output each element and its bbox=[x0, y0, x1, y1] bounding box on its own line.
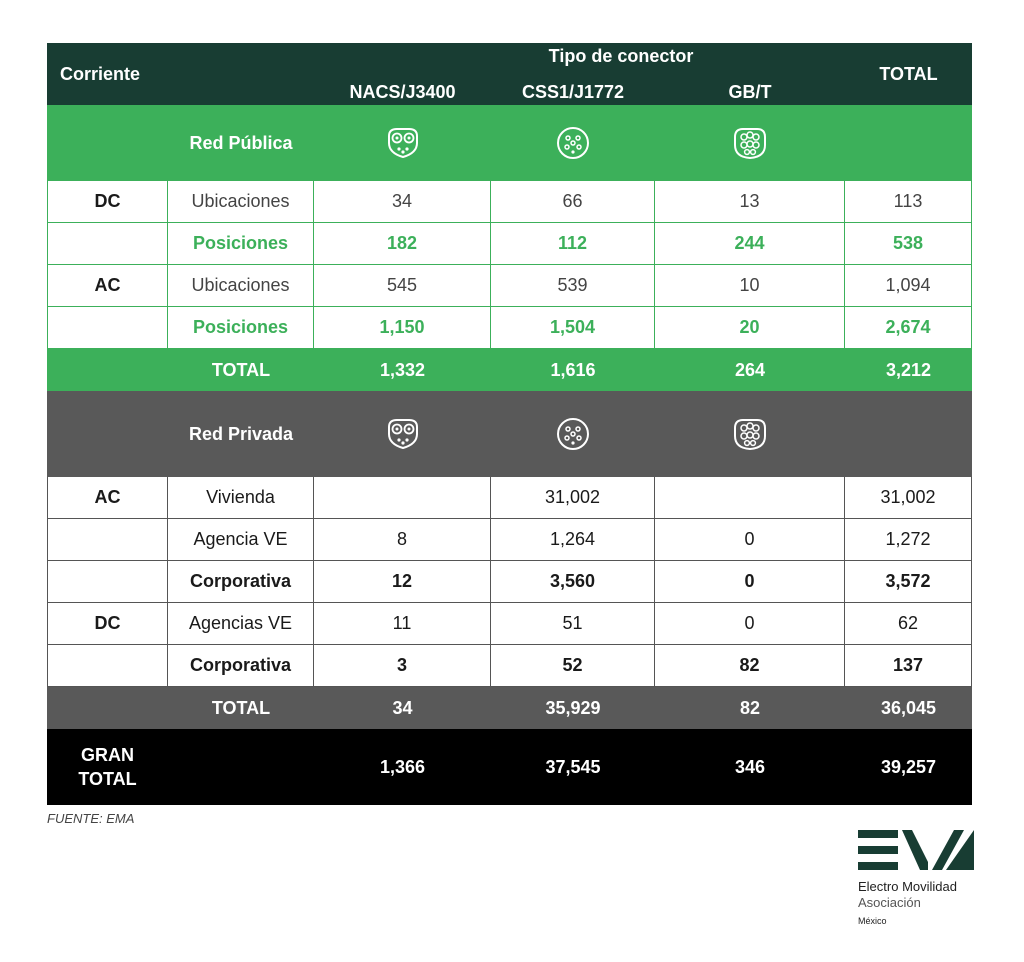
table-cell-concepto: Ubicaciones bbox=[168, 265, 314, 307]
ema-logo bbox=[858, 830, 978, 926]
gran-total-gbt: 346 bbox=[655, 729, 845, 805]
table-cell-gbt: 20 bbox=[655, 307, 845, 349]
table-cell-nacs: 1,150 bbox=[314, 307, 491, 349]
table-cell-corriente: AC bbox=[47, 477, 168, 519]
gran-total-nacs: 1,366 bbox=[314, 729, 491, 805]
header-concepto bbox=[168, 43, 314, 105]
gran-total-blank bbox=[168, 729, 314, 805]
table-cell-ccs: 1,264 bbox=[491, 519, 655, 561]
table-cell-total: 113 bbox=[845, 181, 972, 223]
privada-total-blank bbox=[47, 687, 168, 729]
table-cell-corriente bbox=[47, 519, 168, 561]
publica-total-nacs: 1,332 bbox=[314, 349, 491, 391]
table-cell-ccs: 3,560 bbox=[491, 561, 655, 603]
table-cell-total: 3,572 bbox=[845, 561, 972, 603]
logo-line-2: Asociación bbox=[858, 895, 921, 910]
publica-nacs-cell bbox=[314, 105, 491, 181]
publica-ccs-cell bbox=[491, 105, 655, 181]
privada-band-blank bbox=[47, 391, 168, 477]
table-cell-gbt: 244 bbox=[655, 223, 845, 265]
table-cell-total: 1,272 bbox=[845, 519, 972, 561]
table-cell-nacs: 12 bbox=[314, 561, 491, 603]
privada-label: Red Privada bbox=[168, 391, 314, 477]
table-cell-corriente bbox=[47, 561, 168, 603]
logo-line-1: Electro Movilidad bbox=[858, 879, 957, 894]
table-cell-gbt: 10 bbox=[655, 265, 845, 307]
privada-total-ccs: 35,929 bbox=[491, 687, 655, 729]
gran-total-label-2: TOTAL bbox=[78, 769, 137, 789]
privada-ccs-cell bbox=[491, 391, 655, 477]
publica-band-blank bbox=[47, 105, 168, 181]
gran-total-label bbox=[47, 729, 168, 805]
table-cell-ccs: 66 bbox=[491, 181, 655, 223]
table-cell-total: 2,674 bbox=[845, 307, 972, 349]
publica-total-blank bbox=[47, 349, 168, 391]
source-note: FUENTE: EMA bbox=[47, 811, 135, 826]
header-total: TOTAL bbox=[845, 43, 972, 105]
table-cell-total: 62 bbox=[845, 603, 972, 645]
table-cell-concepto: Agencia VE bbox=[168, 519, 314, 561]
publica-band-total bbox=[845, 105, 972, 181]
table-cell-corriente: AC bbox=[47, 265, 168, 307]
publica-total-total: 3,212 bbox=[845, 349, 972, 391]
publica-gbt-cell bbox=[655, 105, 845, 181]
table-cell-concepto: Corporativa bbox=[168, 561, 314, 603]
table-cell-total: 137 bbox=[845, 645, 972, 687]
privada-total-nacs: 34 bbox=[314, 687, 491, 729]
table-cell-corriente bbox=[47, 223, 168, 265]
table-cell-nacs: 545 bbox=[314, 265, 491, 307]
table-cell-nacs bbox=[314, 477, 491, 519]
table-cell-concepto: Corporativa bbox=[168, 645, 314, 687]
table-cell-ccs: 52 bbox=[491, 645, 655, 687]
publica-label: Red Pública bbox=[168, 105, 314, 181]
table-cell-concepto: Agencias VE bbox=[168, 603, 314, 645]
table-cell-ccs: 1,504 bbox=[491, 307, 655, 349]
table-cell-ccs: 51 bbox=[491, 603, 655, 645]
privada-total-label: TOTAL bbox=[168, 687, 314, 729]
table-cell-total: 31,002 bbox=[845, 477, 972, 519]
table-cell-nacs: 182 bbox=[314, 223, 491, 265]
table-cell-gbt: 82 bbox=[655, 645, 845, 687]
table-cell-ccs: 112 bbox=[491, 223, 655, 265]
table-cell-total: 1,094 bbox=[845, 265, 972, 307]
publica-total-label: TOTAL bbox=[168, 349, 314, 391]
nacs-connector-icon bbox=[383, 123, 423, 163]
table-cell-nacs: 34 bbox=[314, 181, 491, 223]
table-cell-ccs: 31,002 bbox=[491, 477, 655, 519]
table-cell-concepto: Posiciones bbox=[168, 223, 314, 265]
gbt-connector-icon bbox=[730, 123, 770, 163]
table-cell-gbt bbox=[655, 477, 845, 519]
connector-table bbox=[47, 43, 972, 805]
table-cell-nacs: 11 bbox=[314, 603, 491, 645]
table-cell-corriente bbox=[47, 645, 168, 687]
ccs-connector-icon bbox=[553, 414, 593, 454]
table-cell-total: 538 bbox=[845, 223, 972, 265]
table-cell-ccs: 539 bbox=[491, 265, 655, 307]
table-cell-concepto: Ubicaciones bbox=[168, 181, 314, 223]
header-ccs: CSS1/J1772 bbox=[491, 43, 655, 105]
header-tipo-conector: Tipo de conector bbox=[548, 46, 694, 66]
ema-logo-mark bbox=[858, 830, 974, 870]
table-cell-gbt: 0 bbox=[655, 603, 845, 645]
table-cell-nacs: 8 bbox=[314, 519, 491, 561]
privada-total-total: 36,045 bbox=[845, 687, 972, 729]
publica-total-gbt: 264 bbox=[655, 349, 845, 391]
publica-total-ccs: 1,616 bbox=[491, 349, 655, 391]
gbt-connector-icon bbox=[730, 414, 770, 454]
header-corriente: Corriente bbox=[47, 43, 168, 105]
header-gbt: GB/T bbox=[655, 43, 845, 105]
header-nacs: NACS/J3400 bbox=[314, 43, 491, 105]
table-cell-nacs: 3 bbox=[314, 645, 491, 687]
logo-line-3: México bbox=[858, 916, 887, 926]
nacs-connector-icon bbox=[383, 414, 423, 454]
table-cell-corriente: DC bbox=[47, 181, 168, 223]
privada-gbt-cell bbox=[655, 391, 845, 477]
table-cell-corriente: DC bbox=[47, 603, 168, 645]
privada-nacs-cell bbox=[314, 391, 491, 477]
gran-total-ccs: 37,545 bbox=[491, 729, 655, 805]
privada-total-gbt: 82 bbox=[655, 687, 845, 729]
table-cell-concepto: Posiciones bbox=[168, 307, 314, 349]
table-cell-corriente bbox=[47, 307, 168, 349]
table-cell-gbt: 0 bbox=[655, 561, 845, 603]
gran-total-label-1: GRAN bbox=[81, 745, 134, 765]
ccs-connector-icon bbox=[553, 123, 593, 163]
privada-band-total bbox=[845, 391, 972, 477]
table-cell-concepto: Vivienda bbox=[168, 477, 314, 519]
table-cell-gbt: 13 bbox=[655, 181, 845, 223]
gran-total-total: 39,257 bbox=[845, 729, 972, 805]
table-cell-gbt: 0 bbox=[655, 519, 845, 561]
